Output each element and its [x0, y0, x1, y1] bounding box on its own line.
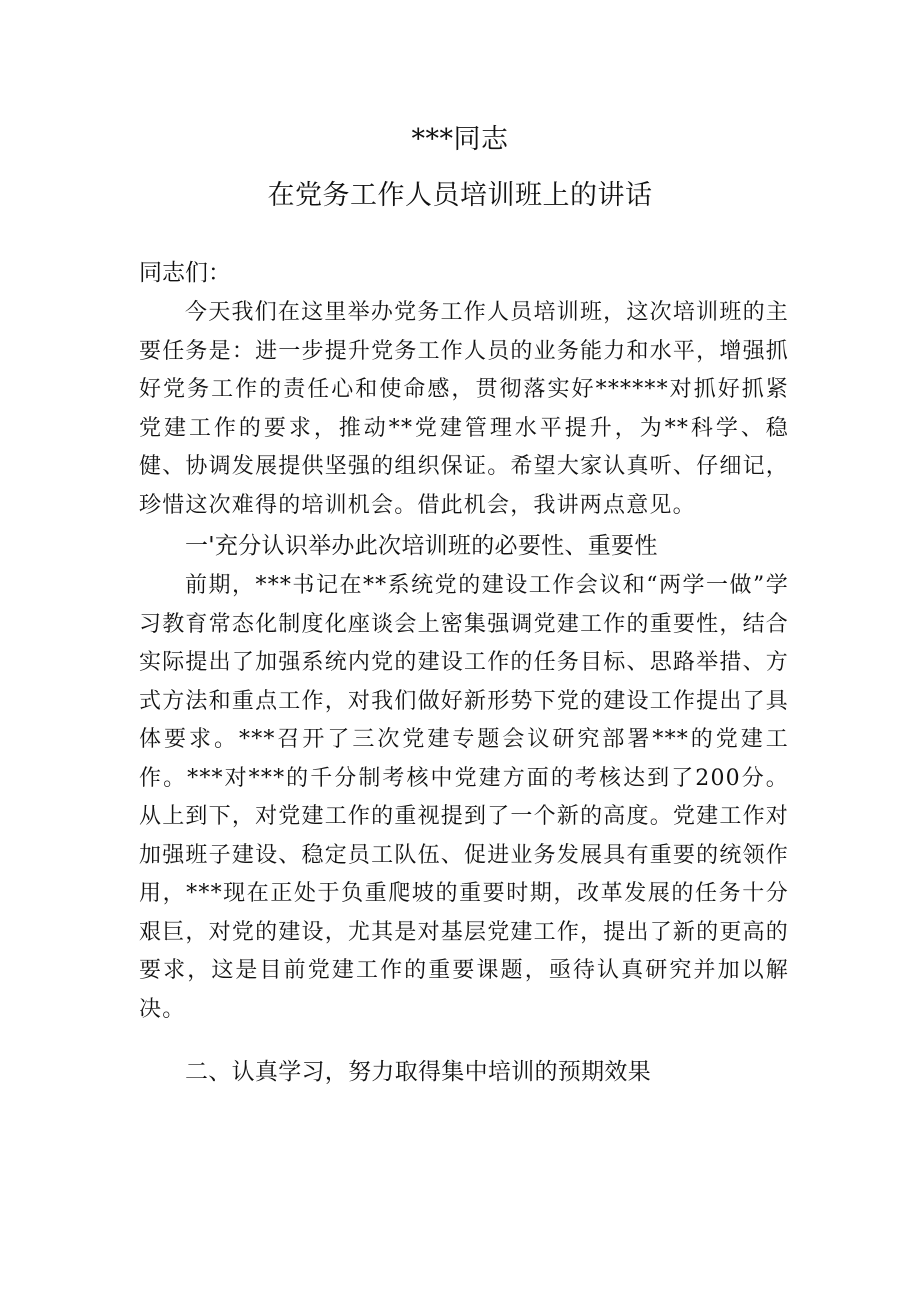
- title-block: [0, 112, 920, 224]
- salutation: 同志们：: [139, 260, 231, 286]
- speech-title: 在党务工作人员培训班上的讲话: [267, 180, 653, 211]
- speaker-title: ***同志: [411, 124, 509, 155]
- section-heading-1: 一'充分认识举办此次培训班的必要性、重要性: [185, 533, 658, 559]
- section-heading-2: 二、认真学习，努力取得集中培训的预期效果: [185, 1059, 651, 1085]
- intro-paragraph: 今天我们在这里举办党务工作人员培训班，这次培训班的主要任务是：进一步提升党务工作人员的业务能力和水平，增强抓好党务工作的责任心和使命感，贯彻落实好******对抓好抓紧党建工作的要求，推动**党建管理水平提升，为**科学、稳健、协调发展提供坚强的组织保证。希望大家认真听、仔细记，珍惜这次难得的培训机会。借此机会，我讲两点意见。: [139, 300, 789, 518]
- document-body: [139, 252, 789, 1093]
- section-1-paragraph: 前期，***书记在**系统党的建设工作会议和“两学一做”学习教育常态化制度化座谈会上密集强调党建工作的重要性，结合实际提出了加强系统内党的建设工作的任务目标、思路举措、方式方法和重点工作，对我们做好新形势下党的建设工作提出了具体要求。***召开了三次党建专题会议研究部署***的党建工作。***对***的千分制考核中党建方面的考核达到了200分。从上到下，对党建工作的重视提到了一个新的高度。党建工作对加强班子建设、稳定员工队伍、促进业务发展具有重要的统领作用，***现在正处于负重爬坡的重要时期，改革发展的任务十分艰巨，对党的建设，尤其是对基层党建工作，提出了新的更高的要求，这是目前党建工作的重要课题，亟待认真研究并加以解决。: [139, 573, 789, 1022]
